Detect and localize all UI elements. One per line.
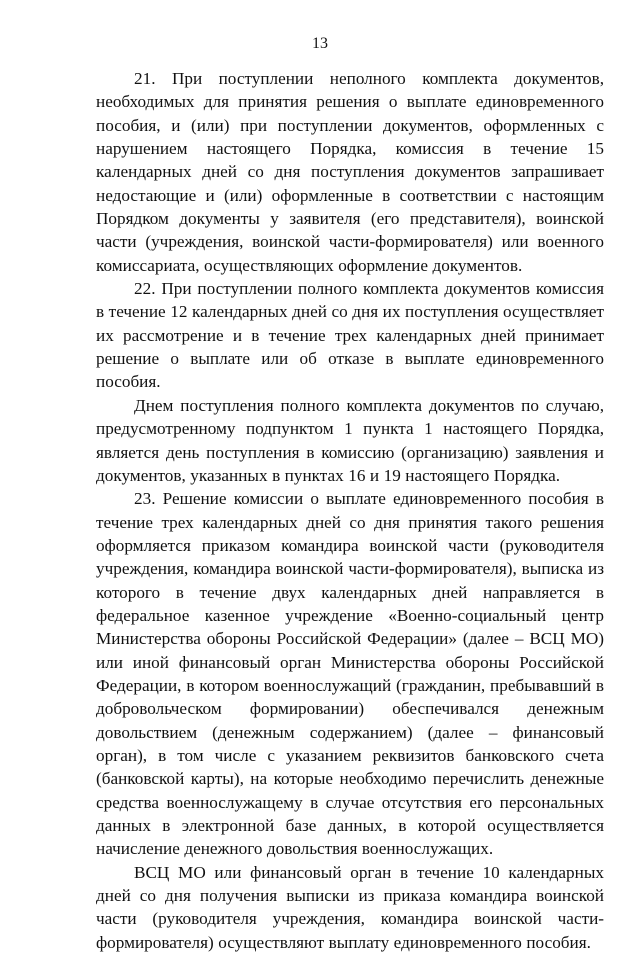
page-number: 13 xyxy=(312,35,328,52)
paragraph-22-receipt-day: Днем поступления полного комплекта документов по случаю, предусмотренному подпунктом 1 пункта 1 настоящего Порядка, является день поступления в комиссию (организацию) заявления и документов, указанных в пунктах 16 и 19 настоящего Порядка. xyxy=(96,395,604,485)
paragraph-21: 21. При поступлении неполного комплекта документов, необходимых для принятия решения о выплате единовременного пособия, и (или) при поступлении документов, оформленных с нарушением настоящего Порядка, комиссия в течение 15 календарных дней со дня поступления документов запрашивает недостающие и (или) оформленные в соответствии с настоящим Порядком документы у заявителя (его представителя), воинской части (учреждения, воинской части-формирователя) или военного комиссариата, осуществляющих оформление документов. xyxy=(96,69,604,275)
document-body xyxy=(96,67,604,954)
paragraph-23-payment: ВСЦ МО или финансовый орган в течение 10 календарных дней со дня получения выписки из приказа командира воинской части (руководителя учреждения, командира воинской части-формирователя) осуществляют выплату единовременного пособия. xyxy=(96,862,604,952)
paragraph-23: 23. Решение комиссии о выплате единовременного пособия в течение трех календарных дней со дня принятия такого решения оформляется приказом командира воинской части (руководителя учреждения, командира воинской части-формирователя), выписка из которого в течение двух календарных дней направляется в федеральное казенное учреждение «Военно-социальный центр Министерства обороны Российской Федерации» (далее – ВСЦ МО) или иной финансовый орган Министерства обороны Российской Федерации, в котором военнослужащий (гражданин, пребывавший в добровольческом формировании) обеспечивался денежным довольствием (денежным содержанием) (далее – финансовый орган), в том числе с указанием реквизитов банковского счета (банковской карты), на которые необходимо перечислить денежные средства военнослужащему в случае отсутствия его персональных данных в электронной базе данных, в которой осуществляется начисление денежного довольствия военнослужащих. xyxy=(96,489,604,859)
paragraph-22: 22. При поступлении полного комплекта документов комиссия в течение 12 календарных дней со дня их поступления осуществляет их рассмотрение и в течение трех календарных дней принимает решение о выплате или об отказе в выплате единовременного пособия. xyxy=(96,279,604,392)
